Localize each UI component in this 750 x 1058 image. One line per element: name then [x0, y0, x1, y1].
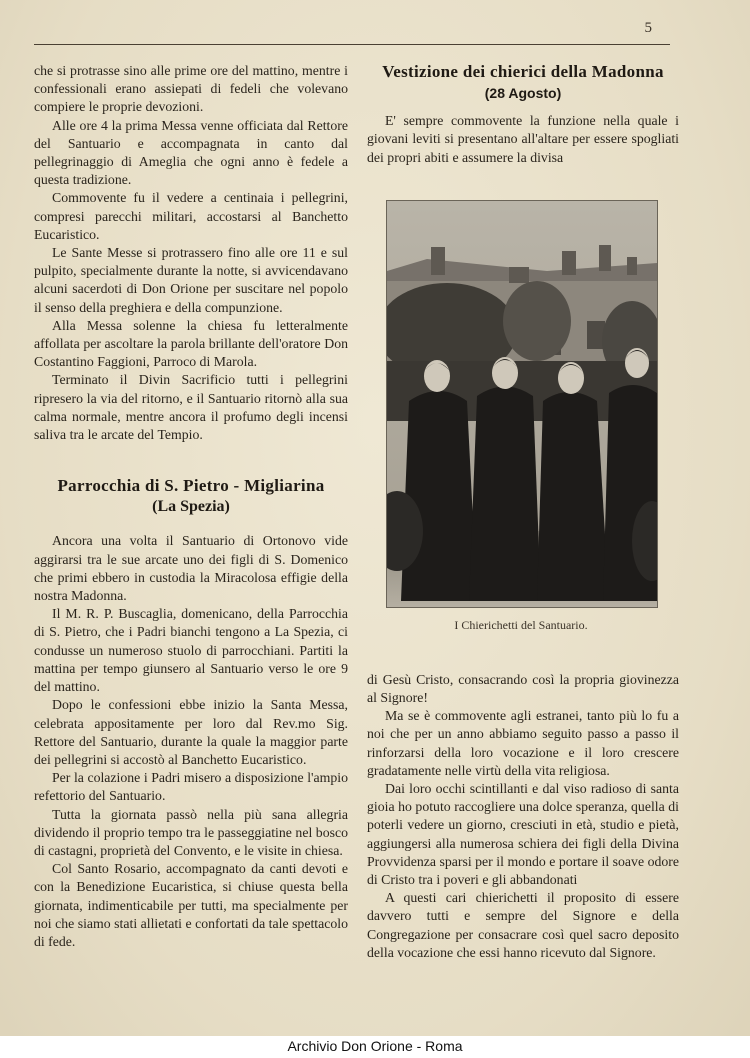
paragraph: Alle ore 4 la prima Messa venne officiata dal Rettore del Santuario e accompagnata in canto dal pellegrinaggio di Ameglia che ogni anno è fedele a questa tradizione.: [34, 117, 348, 188]
section-title-vestizione: Vestizione dei chierici della Madonna: [382, 62, 664, 81]
paragraph: Per la colazione i Padri misero a disposizione l'ampio refettorio del Santuario.: [34, 770, 348, 804]
paragraph: Le Sante Messe si protrassero fino alle ore 11 e sul pulpito, specialmente durante la notte, si avvicendavano alcuni sacerdoti di Don Orione per suscitare nel popolo il senso della preghiera e della compunzione.: [34, 245, 348, 315]
paragraph: Commovente fu il vedere a centinaia i pellegrini, compresi parecchi militari, accostarsi al Banchetto Eucaristico.: [34, 190, 348, 242]
paragraph: Alla Messa solenne la chiesa fu letteralmente affollata per ascoltare la parola brillante dell'oratore Don Costantino Faggioni, Parroco di Marola.: [34, 317, 348, 370]
paragraph: di Gesù Cristo, consacrando così la propria giovinezza al Signore!: [367, 671, 679, 706]
photo-illustration: [387, 201, 657, 607]
paragraph: E' sempre commovente la funzione nella quale i giovani leviti si presentano all'altare per essere spogliati dei propri abiti e assumere la divisa: [367, 113, 679, 165]
section-title-migliarina: Parrocchia di S. Pietro - Migliarina: [57, 476, 325, 496]
paragraph: Tutta la giornata passò nella più sana allegria dividendo il proprio tempo tra le passeggiatine nel bosco di castagni, proprietà del Convento, e le visite in chiesa.: [34, 806, 348, 858]
paragraph: Col Santo Rosario, accompagnato da canti devoti e con la Benedizione Eucaristica, si chiuse questa bella giornata, indimenticabile per tutti, ma specialmente per noi che siamo stati allietati e confortati da tale spettacolo di fede.: [34, 861, 348, 949]
left-column: [34, 62, 348, 951]
paragraph: A questi cari chierichetti il proposito di essere davvero tutti e sempre del Signore e della Congregazione per consacrare così quel sacro deposito della vocazione che essi hanno ricevuto dal Signore.: [367, 890, 679, 960]
paragraph: Ma se è commovente agli estranei, tanto più lo fu a noi che per un anno abbiamo seguito passo a passo il rinforzarsi della loro vocazione e il loro crescere gradatamente nelle virtù della vita religiosa.: [367, 708, 679, 778]
paragraph: Ancora una volta il Santuario di Ortonovo vide aggirarsi tra le sue arcate uno dei figli di S. Domenico che primi ebbero in custodia la Miracolosa effigie della nostra Madonna.: [34, 533, 348, 604]
archive-footer: [0, 1036, 750, 1058]
header-rule: [34, 44, 670, 45]
section-subtitle-la-spezia: (La Spezia): [152, 498, 230, 516]
paragraph: Il M. R. P. Buscaglia, domenicano, della Parrocchia di S. Pietro, che i Padri bianchi tengono a La Spezia, ci condusse un numeroso stuolo di parrocchiani. Partiti la mattina per tempo giunsero al Santuario verso le ore 9 del mattino.: [34, 606, 348, 695]
photo-caption: I Chierichetti del Santuario.: [454, 618, 588, 632]
paragraph: Terminato il Divin Sacrificio tutti i pellegrini ripresero la via del ritorno, e il Santuario ritornò alla sua calma normale, mentre ancora il profumo degli incensi saliva tra le arcate del Tempio.: [34, 372, 348, 443]
section-subtitle-date: (28 Agosto): [484, 85, 562, 101]
paragraph: Dopo le confessioni ebbe inizio la Santa Messa, celebrata appositamente per loro dal Rev.mo Sig. Rettore del Santuario, durante la quale la maggior parte dei pellegrini si accostò al Banchetto Eucaristico.: [34, 697, 348, 767]
paragraph: Dai loro occhi scintillanti e dal viso radioso di santa gioia ho potuto raccogliere una dolce speranza, quella di poterli vedere un giorno, cresciuti in età, studio e pietà, aggiungersi alla numerosa schiera dei figli della Divina Provvidenza sparsi per il mondo e portare il soave odore di Cristo tra i poveri e gli abbandonati: [367, 781, 679, 888]
page-number: 5: [644, 20, 652, 36]
photo-chierichetti: [386, 200, 658, 608]
paragraph: che si protrasse sino alle prime ore del mattino, mentre i confessionali erano assiepati di fedeli che volevano compiere le proprie devozioni.: [34, 63, 348, 115]
footer-text: Archivio Don Orione - Roma: [287, 1038, 463, 1054]
